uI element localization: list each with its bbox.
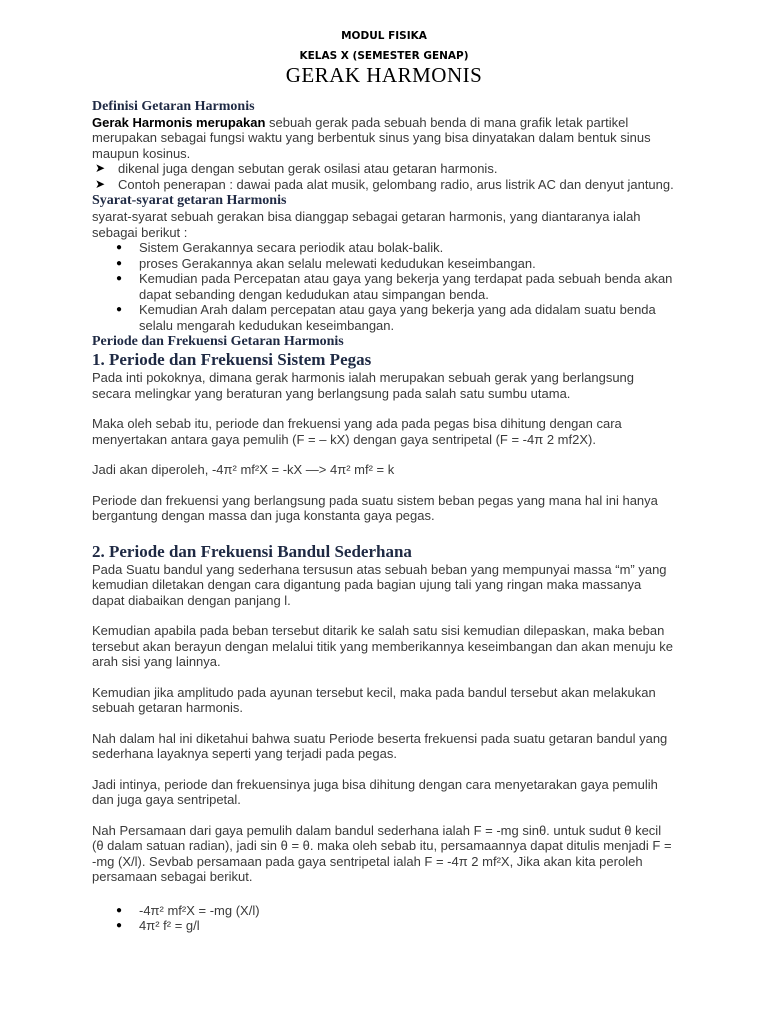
list-item [92, 918, 676, 934]
list-item [92, 256, 676, 272]
bullet-icon: ● [116, 273, 123, 284]
list-item [92, 161, 676, 177]
period-frequency-heading: Periode dan Frekuensi Getaran Harmonis [92, 334, 344, 349]
bullet-icon: ● [116, 257, 123, 269]
bullet-icon: ● [116, 920, 123, 931]
bullet-icon: ● [116, 304, 123, 315]
list-item [92, 240, 676, 256]
pendulum-paragraph: Pada Suatu bandul yang sederhana tersusun atas sebuah beban yang mempunyai massa “m” yang kemudian diletakan dengan cara digantung pada bagian ujung tali yang ringan maka massanya dapat diabaikan dengan panjang l. [92, 561, 667, 608]
definition-heading: Definisi Getaran Harmonis [92, 98, 255, 114]
arrow-bullet-icon: ➤ [95, 161, 106, 175]
list-item-text: Kemudian pada Percepatan atau gaya yang bekerja yang terdapat pada sebuah benda akan dapat sebanding dengan kedudukan atau simpangan benda. [139, 271, 673, 302]
spring-paragraph: Periode dan frekuensi yang berlangsung pada suatu sistem beban pegas yang mana hal ini hanya bergantung dengan massa dan juga konstanta gaya pegas. [92, 492, 658, 523]
list-item-text: Contoh penerapan : dawai pada alat musik, gelombang radio, arus listrik AC dan denyut jantung. [118, 176, 674, 192]
pendulum-paragraph: Nah Persamaan dari gaya pemulih dalam bandul sederhana ialah F = -mg sinθ. untuk sudut θ kecil (θ dalam satuan radian), jadi sin θ = θ. maka oleh sebab itu, persamaannya dapat ditulis menjadi F = -mg (X/l). Sevbab persamaan pada gaya sentripetal ialah F = -4π 2 mf²X, Jika akan kita peroleh persamaan sebagai berikut. [92, 822, 672, 884]
arrow-bullet-icon: ➤ [95, 176, 106, 191]
pendulum-heading: 2. Periode dan Frekuensi Bandul Sederhana [92, 541, 412, 561]
spring-heading: 1. Periode dan Frekuensi Sistem Pegas [92, 350, 372, 369]
definition-text: sebuah gerak pada sebuah benda di mana grafik letak partikel merupakan sebagai fungsi waktu yang berbentuk sinus yang bisa dinyatakan dalam bentuk sinus maupun kosinus. [92, 114, 651, 161]
requirements-intro: syarat-syarat sebuah gerakan bisa dianggap sebagai getaran harmonis, yang diantaranya ialah sebagai berikut : [92, 209, 641, 240]
pendulum-paragraph: Jadi intinya, periode dan frekuensinya juga bisa dihitung dengan cara menyetarakan gaya pemulih dan juga gaya sentripetal. [92, 776, 658, 807]
requirements-section [92, 192, 676, 333]
list-item [92, 302, 676, 333]
pendulum-paragraph: Kemudian apabila pada beban tersebut ditarik ke salah satu sisi kemudian dilepaskan, maka beban tersebut akan berayun dengan melalui titik yang memberikannya keseimbangan dan akan menuju ke arah sisi yang lainnya. [92, 623, 674, 669]
spring-paragraph: Pada inti pokoknya, dimana gerak harmonis ialah merupakan sebuah gerak yang berlangsung secara melingkar yang beraturan yang berlangsung pada salah satu sumbu utama. [92, 370, 635, 401]
equation-text: 4π² f² = g/l [139, 918, 200, 933]
list-item [92, 903, 676, 919]
spring-equation: Jadi akan diperoleh, -4π² mf²X = -kX —> 4π² mf² = k [92, 462, 395, 477]
pendulum-paragraph: Kemudian jika amplitudo pada ayunan tersebut kecil, maka pada bandul tersebut akan melakukan sebuah getaran harmonis. [92, 684, 656, 715]
equation-list [92, 903, 676, 934]
requirements-list [92, 240, 676, 333]
list-item [92, 271, 676, 302]
pendulum-section [92, 542, 676, 934]
list-item-text: proses Gerakannya akan selalu melewati kedudukan keseimbangan. [139, 255, 536, 271]
list-item [92, 177, 676, 193]
list-item-text: dikenal juga dengan sebutan gerak osilasi atau getaran harmonis. [118, 161, 498, 176]
definition-paragraph [92, 115, 676, 162]
bullet-icon: ● [116, 904, 123, 916]
bullet-icon: ● [116, 242, 123, 253]
class-label: KELAS X (SEMESTER GENAP) [299, 50, 469, 62]
equation-text: -4π² mf²X = -mg (X/l) [139, 902, 260, 918]
list-item-text: Kemudian Arah dalam percepatan atau gaya yang bekerja yang ada didalam suatu benda selalu mengarah kedudukan keseimbangan. [139, 302, 656, 333]
spring-section [92, 350, 676, 524]
definition-list [92, 161, 676, 192]
requirements-heading: Syarat-syarat getaran Harmonis [92, 193, 287, 208]
spring-paragraph: Maka oleh sebab itu, periode dan frekuensi yang ada pada pegas bisa dihitung dengan cara menyertakan antara gaya pemulih (F = – kX) dengan gaya sentripetal (F = -4π 2 mf2X). [92, 416, 622, 447]
module-label: MODUL FISIKA [341, 30, 427, 42]
document-title: GERAK HARMONIS [285, 63, 483, 87]
definition-section [92, 98, 676, 193]
pendulum-paragraph: Nah dalam hal ini diketahui bahwa suatu Periode beserta frekuensi pada suatu getaran bandul yang sederhana layaknya seperti yang terjadi pada pegas. [92, 730, 668, 761]
list-item-text: Sistem Gerakannya secara periodik atau bolak-balik. [139, 240, 444, 255]
definition-term: Gerak Harmonis merupakan [92, 114, 266, 130]
